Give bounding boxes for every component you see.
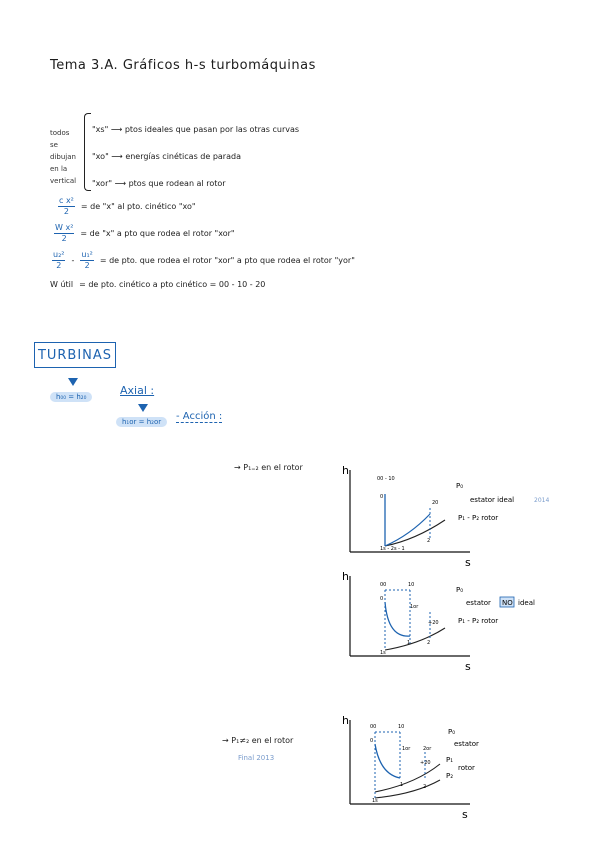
stator-label: estator <box>454 740 479 748</box>
point-label: 0 <box>370 738 374 744</box>
brace <box>84 113 91 191</box>
point-label: 1 <box>400 782 404 788</box>
p0-label: P₀ <box>456 482 464 490</box>
point-label: 1s - 2s - 1 <box>380 546 405 552</box>
condition-pill: h₁or = h₂or <box>116 417 167 427</box>
side-label-line: en la <box>50 165 68 173</box>
formula-row: $\frac{\text{W x²}}{2}$ = de "x" a pto que rodea el rotor "xor" <box>55 223 235 243</box>
h-label: h <box>342 464 349 477</box>
note-rotor-diff: → P₁≠₂ en el rotor <box>222 736 294 745</box>
expansion-line <box>385 514 430 546</box>
stator-label: estator ideal <box>470 496 515 504</box>
note-rotor-equal: → P₁₌₂ en el rotor <box>234 463 303 472</box>
arrow-icon: ⟶ <box>114 179 127 188</box>
point-label: 10 <box>398 724 405 730</box>
point-label: +20 <box>420 760 431 766</box>
axial-label: Axial : <box>120 384 155 397</box>
side-label-line: vertical <box>50 177 77 185</box>
accion-label: - Acción : <box>176 411 223 422</box>
stator-label: estator <box>466 599 491 607</box>
formula-row: W útil = de pto. cinético a pto cinético = 00 - 10 - 20 <box>50 280 266 289</box>
p2-label: P₂ <box>446 772 454 780</box>
h-label: h <box>342 570 349 583</box>
p1-label: P₁ <box>446 756 454 764</box>
point-label: 2or <box>423 746 432 752</box>
hs-graph-2 <box>330 568 580 678</box>
point-label: 1s <box>372 798 378 804</box>
note-year: Final 2013 <box>238 754 275 762</box>
page-title: Tema 3.A. Gráficos h-s turbomáquinas <box>50 58 316 73</box>
rotor-label: rotor <box>458 764 475 772</box>
definition-item: "xor" ⟶ ptos que rodean al rotor <box>92 179 226 188</box>
point-label: 0 <box>380 494 384 500</box>
point-label: 00 - 10 <box>377 476 395 482</box>
point-label: 1 <box>407 640 411 646</box>
hs-graph-1 <box>330 460 580 570</box>
p12-label: P₁ - P₂ rotor <box>458 514 499 522</box>
s-label: s <box>465 660 471 673</box>
stator-label-post: ideal <box>518 599 535 607</box>
arrow-icon: ⟶ <box>111 152 123 161</box>
definition-list <box>92 116 299 197</box>
side-label <box>50 127 76 187</box>
formula-row: $\frac{\text{c x²}}{2}$ = de "x" al pto. cinético "xo" <box>59 196 196 216</box>
formula-row: $\frac{\text{u₂²}}{2}$ - $\frac{\text{u₁²}}{2}$ = de pto. que rodea el rotor "xor" a pto que rodea el rotor "yor" <box>53 250 355 270</box>
p0-label: P₀ <box>448 728 456 736</box>
point-label: 10 <box>408 582 415 588</box>
point-label: 2 <box>427 538 431 544</box>
p12-label: P₁ - P₂ rotor <box>458 617 499 625</box>
rotor-curve <box>385 628 445 650</box>
definition-item: "xs" ⟶ ptos ideales que pasan por las otras curvas <box>92 125 300 134</box>
no-label: NO <box>502 599 513 607</box>
side-label-line: se <box>50 141 58 149</box>
arrow-icon: ⟶ <box>110 125 123 134</box>
point-label: 00 <box>370 724 377 730</box>
point-label: 00 <box>380 582 387 588</box>
p0-label: P₀ <box>456 586 464 594</box>
condition-pill: h₀₀ = h₂₀ <box>50 392 92 402</box>
s-label: s <box>462 808 468 821</box>
h-label: h <box>342 714 349 727</box>
year-label: 2014 <box>534 497 550 504</box>
point-label: +20 <box>428 620 439 626</box>
point-label: 1or <box>402 746 411 752</box>
stator-curve <box>375 744 400 778</box>
point-label: 2 <box>427 640 431 646</box>
point-label: 20 <box>432 500 439 506</box>
hs-graph-3 <box>330 714 580 824</box>
s-label: s <box>465 556 471 569</box>
point-label: 1s <box>380 650 386 656</box>
side-label-line: dibujan <box>50 153 76 161</box>
point-label: 1or <box>410 604 419 610</box>
stator-curve <box>385 602 410 636</box>
down-triangle-icon <box>68 378 78 386</box>
side-label-line: todos <box>50 129 70 137</box>
definition-item: "xo" ⟶ energías cinéticas de parada <box>92 152 241 161</box>
point-label: 0 <box>380 596 384 602</box>
down-triangle-icon <box>138 404 148 412</box>
point-label: 2 <box>423 784 427 790</box>
section-heading: TURBINAS <box>34 342 116 368</box>
